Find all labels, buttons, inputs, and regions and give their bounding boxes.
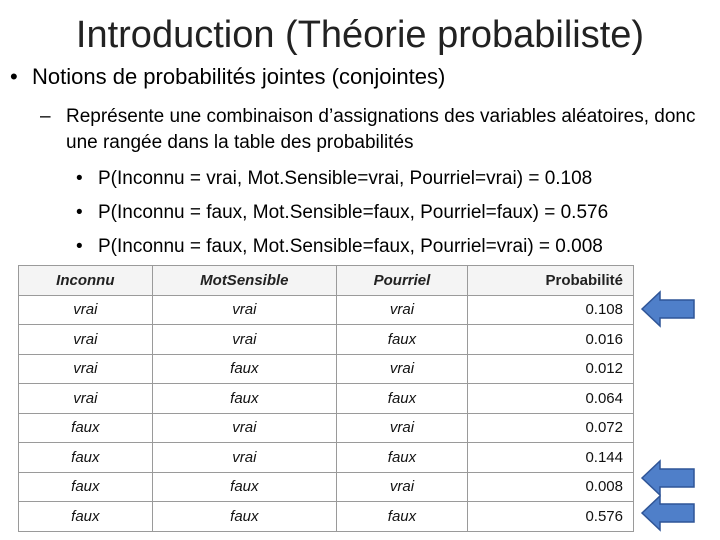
bullet-joint-probabilities xyxy=(10,62,445,92)
cell-pourriel: vrai xyxy=(337,472,468,502)
cell-motsensible: vrai xyxy=(152,443,336,473)
cell-inconnu: faux xyxy=(19,443,153,473)
cell-probabilite: 0.016 xyxy=(467,325,633,355)
slide-title: Introduction (Théorie probabiliste) xyxy=(75,14,645,56)
table-row xyxy=(19,413,634,443)
example-3 xyxy=(76,234,603,260)
dash-icon: – xyxy=(40,106,51,127)
cell-inconnu: faux xyxy=(19,502,153,532)
cell-pourriel: vrai xyxy=(337,413,468,443)
bullet-icon: • xyxy=(10,64,18,89)
header-motsensible: MotSensible xyxy=(152,266,336,296)
cell-inconnu: vrai xyxy=(19,325,153,355)
cell-inconnu: faux xyxy=(19,472,153,502)
bullet-icon: • xyxy=(76,236,83,257)
table-row xyxy=(19,295,634,325)
example-text: P(Inconnu = faux, Mot.Sensible=faux, Pourriel=vrai) = 0.008 xyxy=(98,236,603,257)
table-row xyxy=(19,472,634,502)
bullet-icon: • xyxy=(76,202,83,223)
example-1 xyxy=(76,166,592,192)
cell-inconnu: vrai xyxy=(19,384,153,414)
cell-pourriel: faux xyxy=(337,384,468,414)
example-text: P(Inconnu = faux, Mot.Sensible=faux, Pourriel=faux) = 0.576 xyxy=(98,202,609,223)
example-2 xyxy=(76,200,608,226)
cell-inconnu: vrai xyxy=(19,354,153,384)
cell-pourriel: vrai xyxy=(337,295,468,325)
cell-probabilite: 0.008 xyxy=(467,472,633,502)
table-row xyxy=(19,502,634,532)
sub-bullet-definition xyxy=(40,104,700,156)
cell-motsensible: faux xyxy=(152,472,336,502)
table-row xyxy=(19,443,634,473)
cell-probabilite: 0.576 xyxy=(467,502,633,532)
cell-motsensible: faux xyxy=(152,502,336,532)
table-header-row xyxy=(19,266,634,296)
cell-probabilite: 0.108 xyxy=(467,295,633,325)
cell-inconnu: faux xyxy=(19,413,153,443)
cell-pourriel: vrai xyxy=(337,354,468,384)
table-row xyxy=(19,384,634,414)
cell-probabilite: 0.072 xyxy=(467,413,633,443)
example-text: P(Inconnu = vrai, Mot.Sensible=vrai, Pourriel=vrai) = 0.108 xyxy=(98,168,593,189)
cell-pourriel: faux xyxy=(337,502,468,532)
cell-motsensible: vrai xyxy=(152,325,336,355)
cell-inconnu: vrai xyxy=(19,295,153,325)
table-row xyxy=(19,325,634,355)
table-row xyxy=(19,354,634,384)
cell-motsensible: vrai xyxy=(152,295,336,325)
arrow-left-icon xyxy=(640,459,696,497)
cell-probabilite: 0.144 xyxy=(467,443,633,473)
cell-probabilite: 0.012 xyxy=(467,354,633,384)
sub-bullet-text: Représente une combinaison d’assignations des variables aléatoires, donc une rangée dans la table des probabilités xyxy=(66,106,696,153)
cell-probabilite: 0.064 xyxy=(467,384,633,414)
header-inconnu: Inconnu xyxy=(19,266,153,296)
arrow-left-icon xyxy=(640,494,696,532)
cell-motsensible: faux xyxy=(152,354,336,384)
probability-table xyxy=(18,265,634,532)
cell-pourriel: faux xyxy=(337,443,468,473)
header-probabilite: Probabilité xyxy=(467,266,633,296)
arrow-left-icon xyxy=(640,290,696,328)
cell-motsensible: faux xyxy=(152,384,336,414)
bullet-text: Notions de probabilités jointes (conjointes) xyxy=(32,64,446,89)
bullet-icon: • xyxy=(76,168,83,189)
cell-pourriel: faux xyxy=(337,325,468,355)
cell-motsensible: vrai xyxy=(152,413,336,443)
header-pourriel: Pourriel xyxy=(337,266,468,296)
